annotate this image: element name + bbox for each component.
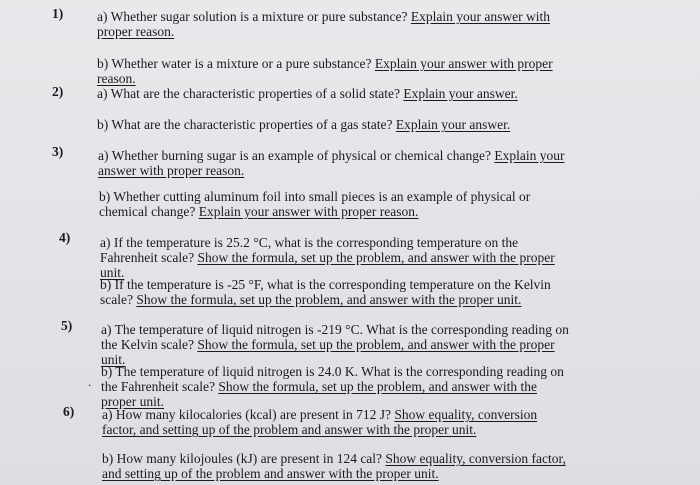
question-part xyxy=(98,148,570,178)
question-part xyxy=(97,56,587,86)
instruction-text: Show equality, conversion factor, and setting up of the problem and answer with the proper unit. xyxy=(102,407,538,437)
question-text: a) How many kilocalories (kcal) are present in 712 J? xyxy=(102,407,395,422)
question-text: a) If the temperature is 25.2 °C, what is the corresponding temperature on the Fahrenheit scale? xyxy=(100,235,519,265)
question-number: 2) xyxy=(52,84,64,99)
question-part xyxy=(101,364,571,409)
instruction-text: Show the formula, set up the problem, and answer with the proper unit. xyxy=(101,379,538,409)
instruction-text: Explain your answer with proper reason. xyxy=(98,148,565,178)
question-part xyxy=(97,86,597,101)
question-text: a) Whether burning sugar is an example of physical or chemical change? xyxy=(98,148,495,163)
instruction-text: Show the formula, set up the problem, and answer with the proper unit. xyxy=(136,292,522,307)
question-text: a) The temperature of liquid nitrogen is -219 °C. What is the corresponding reading on the Kelvin scale? xyxy=(101,322,569,352)
question-part xyxy=(97,117,597,132)
question-text: a) What are the characteristic properties of a solid state? xyxy=(97,86,404,101)
question-number: 3) xyxy=(52,144,64,159)
question-text: b) What are the characteristic properties of a gas state? xyxy=(97,117,396,132)
instruction-text: Explain your answer with proper reason. xyxy=(198,204,419,219)
instruction-text: Show the formula, set up the problem, and answer with the proper unit. xyxy=(100,250,555,280)
question-text: a) Whether sugar solution is a mixture or pure substance? xyxy=(97,9,411,24)
question-part xyxy=(100,235,572,280)
question-part xyxy=(97,9,587,39)
instruction-text: Show the formula, set up the problem, and answer with the proper unit. xyxy=(101,337,555,367)
question-part xyxy=(102,451,572,481)
question-part xyxy=(100,277,572,307)
stray-mark: . xyxy=(88,374,92,389)
instruction-text: Show equality, conversion factor, and setting up of the problem and answer with the proper unit. xyxy=(102,451,566,481)
question-number: 5) xyxy=(61,318,73,333)
instruction-text: Explain your answer. xyxy=(395,117,511,132)
question-text: b) If the temperature is -25 °F, what is the corresponding temperature on the Kelvin scale? xyxy=(100,277,551,307)
question-text: b) The temperature of liquid nitrogen is 24.0 K. What is the corresponding reading on the Fahrenheit scale? xyxy=(101,364,564,394)
question-number: 6) xyxy=(63,404,75,419)
question-text: b) Whether water is a mixture or a pure substance? xyxy=(97,56,375,71)
instruction-text: Explain your answer with proper reason. xyxy=(97,56,553,86)
question-part xyxy=(101,322,571,367)
question-part xyxy=(102,407,572,437)
instruction-text: Explain your answer. xyxy=(403,86,518,101)
question-text: b) Whether cutting aluminum foil into small pieces is an example of physical or chemical change? xyxy=(99,189,531,219)
question-number: 1) xyxy=(52,6,64,21)
question-number: 4) xyxy=(59,230,71,245)
question-part xyxy=(99,189,571,219)
question-text: b) How many kilojoules (kJ) are present in 124 cal? xyxy=(102,451,386,466)
instruction-text: Explain your answer with proper reason. xyxy=(97,9,551,39)
